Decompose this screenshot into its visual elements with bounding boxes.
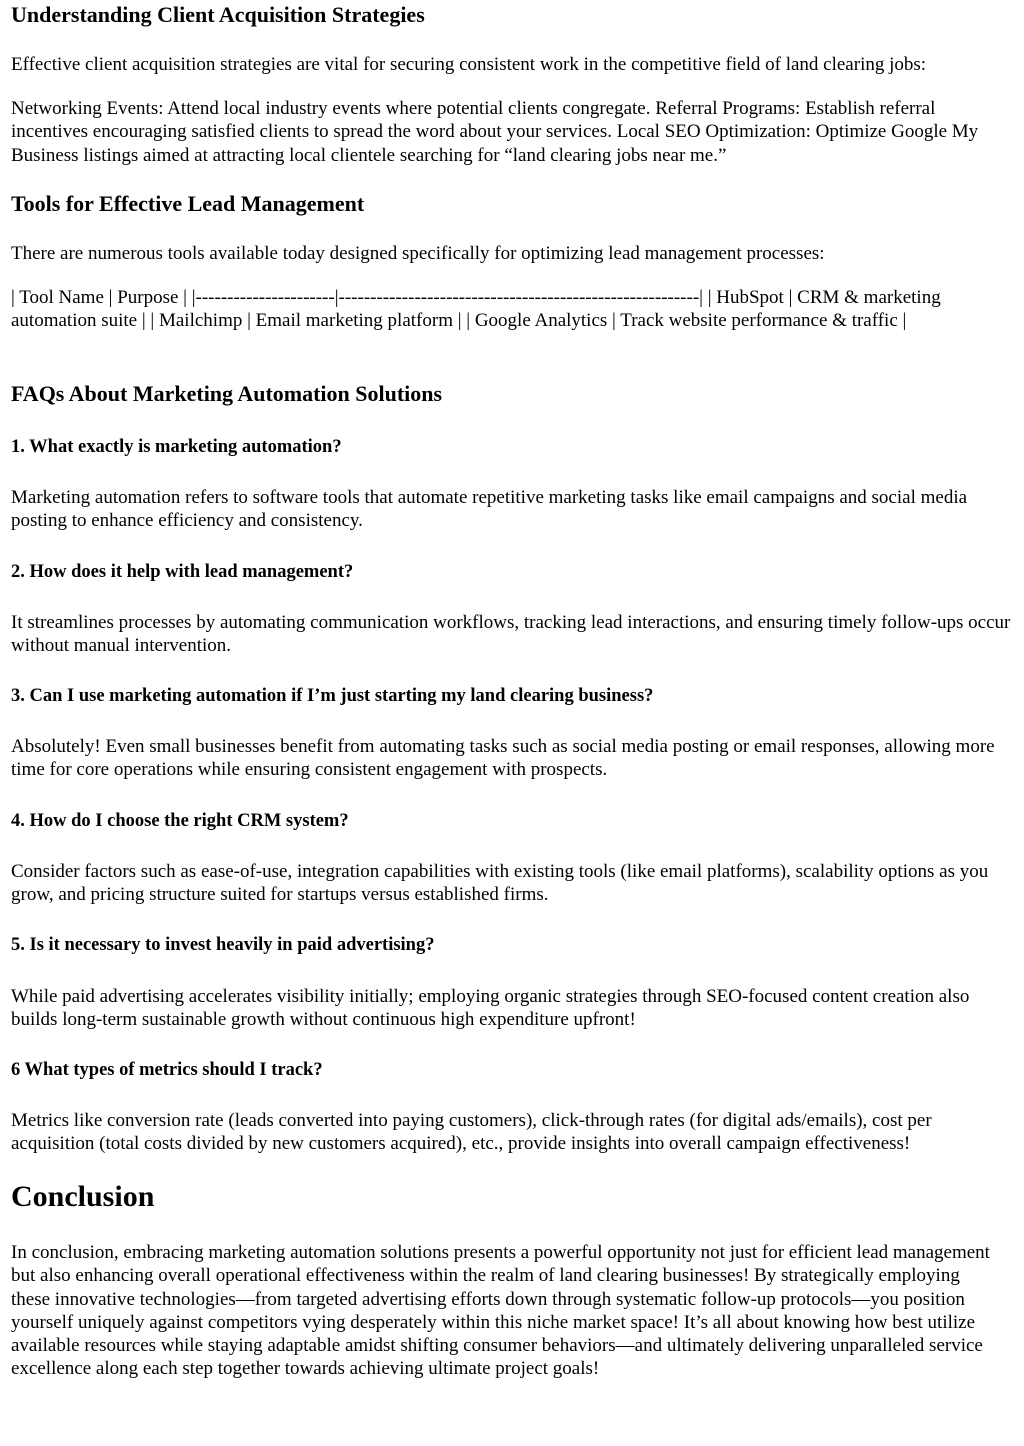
conclusion-paragraph: In conclusion, embracing marketing automation solutions presents a powerful opportunity not just for efficient lead management but also enhancing overall operational effectiveness within the realm of land clearing businesses! By strategically employing these innovative technologies—from targeted advertising efforts down through systematic follow-up protocols—you position yourself uniquely against competitors vying desperately within this niche market space! It’s all about knowing how best utilize available resources while staying adaptable amidst shifting consumer behaviors—and ultimately delivering unparalleled service excellence along each step together towards achieving ultimate project goals! (11, 1242, 990, 1380)
faq-question: 5. Is it necessary to invest heavily in paid advertising? (11, 935, 435, 955)
acquisition-intro-paragraph: Effective client acquisition strategies are vital for securing consistent work in the competitive field of land clearing jobs: (11, 54, 927, 75)
acquisition-strategies-paragraph: Networking Events: Attend local industry events where potential clients congregate. Referral Programs: Establish referral incentives encouraging satisfied clients to spread the word about your services. Local SEO Optimization: Optimize Google My Business listings aimed at attracting local clientele searching for “land clearing jobs near me.” (11, 98, 979, 166)
section-heading-conclusion: Conclusion (11, 1180, 155, 1213)
faq-question: 3. Can I use marketing automation if I’m just starting my land clearing business? (11, 686, 654, 706)
faq-answer: It streamlines processes by automating communication workflows, tracking lead interactions, and ensuring timely follow-ups occur without manual intervention. (11, 612, 1011, 657)
faq-answer: Metrics like conversion rate (leads converted into paying customers), click-through rates (for digital ads/emails), cost per acquisition (total costs divided by new customers acquired), etc., provide insights into overall campaign effectiveness! (11, 1110, 932, 1155)
faq-question: 6 What types of metrics should I track? (11, 1060, 323, 1080)
faq-question: 1. What exactly is marketing automation? (11, 437, 342, 457)
section-heading-faqs: FAQs About Marketing Automation Solutions (11, 381, 443, 406)
faq-answer: Marketing automation refers to software tools that automate repetitive marketing tasks like email campaigns and social media posting to enhance efficiency and consistency. (11, 487, 968, 532)
faq-answer: Consider factors such as ease-of-use, integration capabilities with existing tools (like email platforms), scalability options as you grow, and pricing structure suited for startups versus established firms. (11, 861, 989, 906)
faq-answer: While paid advertising accelerates visibility initially; employing organic strategies through SEO-focused content creation also builds long-term sustainable growth without continuous high expenditure upfront! (11, 986, 970, 1031)
faq-question: 4. How do I choose the right CRM system? (11, 811, 349, 831)
section-heading-client-acquisition: Understanding Client Acquisition Strategies (11, 2, 425, 27)
faq-answer: Absolutely! Even small businesses benefit from automating tasks such as social media posting or email responses, allowing more time for core operations while ensuring consistent engagement with prospects. (11, 736, 995, 781)
faq-question: 2. How does it help with lead management? (11, 562, 354, 582)
section-heading-lead-management-tools: Tools for Effective Lead Management (11, 191, 365, 216)
tools-intro-paragraph: There are numerous tools available today designed specifically for optimizing lead management processes: (11, 243, 825, 264)
tools-table-text: | Tool Name | Purpose | |----------------------|---------------------------------------------------------| | HubSpot | CRM & marketing automation suite | | Mailchimp | Email marketing platform | | Google Analytics | Track website performance & traffic | (11, 287, 941, 332)
